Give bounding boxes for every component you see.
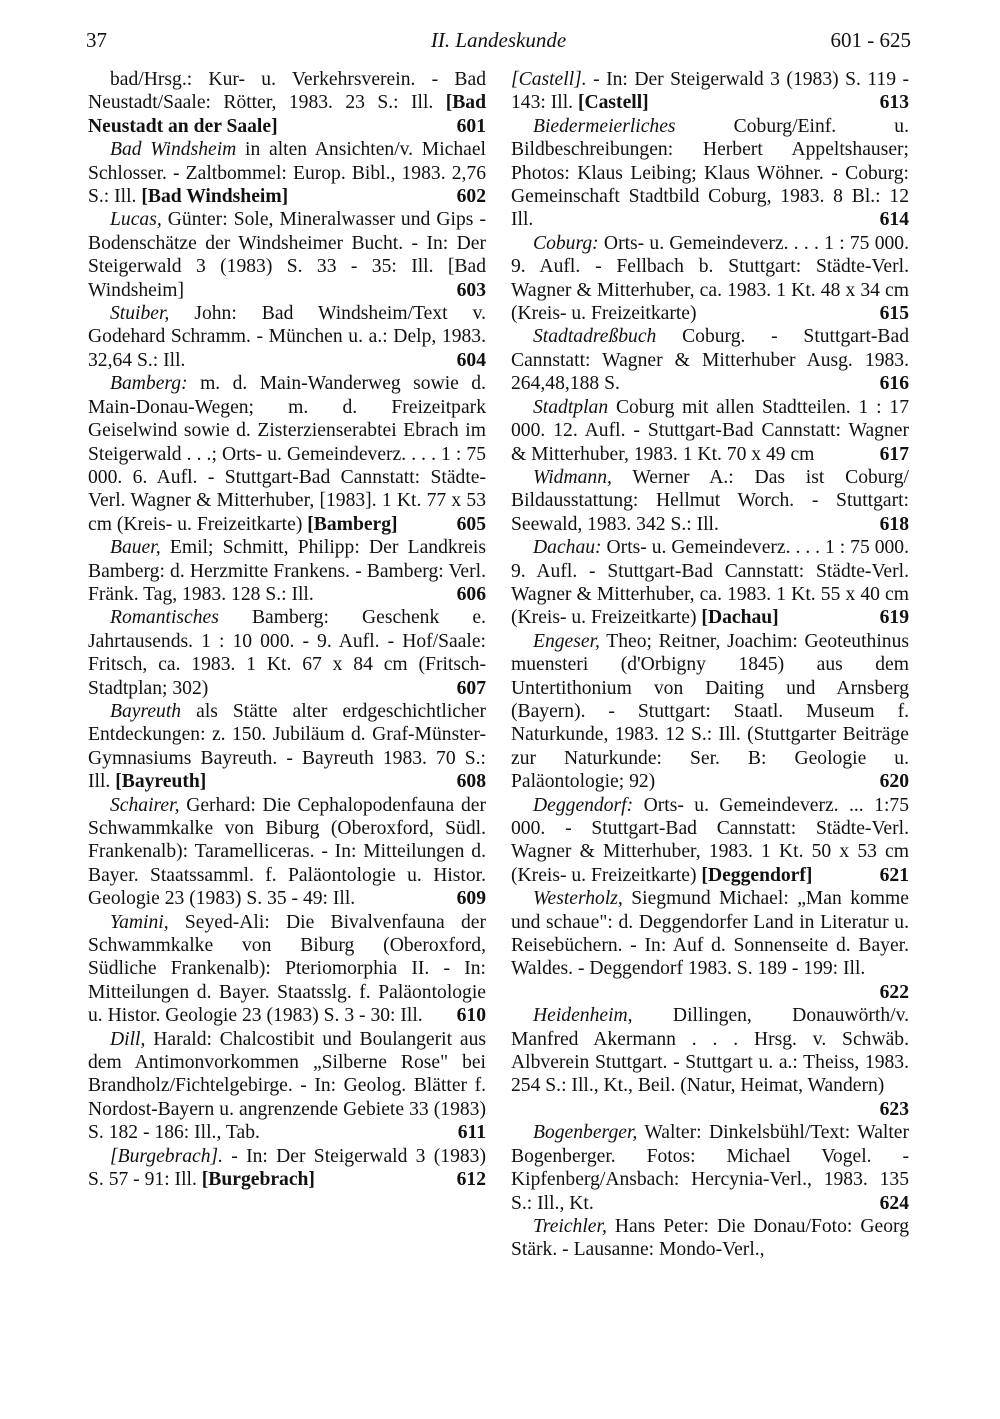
entry-text: Siegmund Michael: „Man komme und schaue": d. Deggendorfer Land in Literatur u. Reisebüchern. - In: Auf d. Sonnenseite d. Bayer. Waldes. - Deggendorf 1983. S. 189 - 199: Ill.	[511, 888, 909, 980]
entry-place-tag: [Deggendorf]	[701, 864, 813, 886]
entry-author: Romantisches	[110, 607, 219, 629]
left-column	[88, 68, 486, 1192]
entry-text: Walter: Dinkelsbühl/Text: Walter Bogenberger. Fotos: Michael Vogel. - Kipfenberg/Ansbach: Hercynia-Verl., 1983. 135 S.: Ill., Kt.	[511, 1122, 909, 1214]
bibliography-entry	[88, 536, 486, 606]
entry-author: Dachau:	[533, 537, 602, 559]
entry-number: 607	[456, 677, 486, 699]
entry-author: Stadtplan	[533, 396, 609, 418]
entry-text: bad/Hrsg.: Kur- u. Verkehrsverein. - Bad Neustadt/Saale: Rötter, 1983. 23 S.: Ill.	[88, 69, 486, 114]
section-title: II. Landeskunde	[430, 28, 567, 52]
entry-text: Gerhard: Die Cephalopodenfauna der Schwammkalke von Biburg (Oberoxford, Südl. Frankenalb): Taramelliceras. - In: Mitteilungen d. Bayer. Staatssamml. f. Paläontologie u. Histor. Geologie 23 (1983) S. 35 - 49: Ill.	[88, 794, 486, 910]
bibliography-entry	[88, 302, 486, 372]
entry-place-tag: [Bamberg]	[307, 513, 398, 535]
bibliography-entry	[88, 372, 486, 536]
bibliography-entry	[511, 1004, 909, 1121]
entry-author: Stuiber,	[110, 303, 170, 325]
entry-number: 608	[456, 771, 486, 793]
entry-number: 621	[879, 864, 909, 886]
entry-number: 619	[879, 607, 909, 629]
entry-text: Orts- u. Gemeindeverz. . . . 1 : 75 000. 9. Aufl. - Stuttgart-Bad Cannstatt: Städte-Verl. Wagner & Mitterhuber, ca. 1983. 1 Kt. 55 x 40 cm (Kreis- u. Freizeitkarte)	[511, 537, 909, 629]
page-number: 37	[86, 28, 107, 52]
entry-place-tag: [Bad Neustadt an der Saale]	[88, 92, 486, 137]
bibliography-entry	[88, 794, 486, 911]
entry-number: 618	[879, 513, 909, 535]
entry-number: 602	[456, 186, 486, 208]
bibliography-entry	[511, 232, 909, 326]
entry-text: Coburg. - Stuttgart-Bad Cannstatt: Wagner & Mitterhuber Ausg. 1983. 264,48,188 S.	[511, 326, 909, 395]
entry-text: - In: Der Steigerwald 3 (1983) S. 57 - 91: Ill.	[88, 1145, 486, 1191]
bibliography-entry	[511, 466, 909, 536]
bibliography-entry	[511, 887, 909, 1004]
entry-text: Günter: Sole, Mineralwasser und Gips - Bodenschätze der Windsheimer Bucht. - In: Der Steigerwald 3 (1983) S. 33 - 35: Ill. [Bad Windsheim]	[88, 209, 486, 301]
entry-author: Engeser,	[533, 630, 600, 652]
bibliography-entry	[88, 700, 486, 794]
entry-number: 612	[456, 1169, 486, 1191]
entry-author: Bamberg:	[110, 373, 188, 395]
entry-range: 601 - 625	[830, 28, 911, 52]
entry-author: Coburg:	[533, 232, 599, 254]
bibliography-entry	[88, 606, 486, 700]
entry-number: 622	[879, 981, 909, 1003]
entry-author: [Burgebrach].	[110, 1145, 224, 1167]
bibliography-entry	[88, 68, 486, 138]
entry-number: 616	[879, 373, 909, 395]
entry-author: Bayreuth	[110, 700, 182, 722]
entry-place-tag: [Dachau]	[701, 607, 779, 629]
page-header	[86, 20, 911, 56]
entry-author: Lucas,	[110, 209, 162, 231]
entry-author: Heidenheim,	[533, 1005, 633, 1027]
entry-author: Treichler,	[533, 1215, 607, 1237]
entry-number: 606	[456, 583, 486, 605]
bibliography-entry	[511, 630, 909, 794]
bibliography-entry	[88, 138, 486, 208]
bibliography-entry	[511, 794, 909, 888]
entry-number: 601	[456, 115, 486, 137]
entry-author: Bad Windsheim	[110, 139, 237, 161]
entry-author: Bogenberger,	[533, 1122, 638, 1144]
bibliography-entry	[511, 1215, 909, 1262]
entry-text: Hans Peter: Die Donau/Foto: Georg Stärk. - Lausanne: Mondo-Verl.,	[511, 1215, 909, 1261]
entry-place-tag: [Castell]	[577, 92, 649, 114]
entry-author: Dill,	[110, 1028, 146, 1050]
entry-author: Stadtadreßbuch	[533, 326, 657, 348]
entry-text: Orts- u. Gemeindeverz. . . . 1 : 75 000. 9. Aufl. - Fellbach b. Stuttgart: Städte-Verl. Wagner & Mitterhuber, ca. 1983. 1 Kt. 48 x 34 cm (Kreis- u. Freizeitkarte)	[511, 232, 909, 325]
entry-number: 617	[879, 443, 909, 465]
bibliography-entry	[511, 325, 909, 395]
bibliography-entry	[511, 68, 909, 115]
entry-number: 613	[879, 92, 909, 114]
bibliography-entry	[511, 536, 909, 630]
entry-text: in alten Ansichten/v. Michael Schlosser. - Zaltbommel: Europ. Bibl., 1983. 2,76 S.: Ill.	[88, 139, 486, 208]
entry-text: Orts- u. Gemeindeverz. ... 1:75 000. - Stuttgart-Bad Cannstatt: Städte-Verl. Wagner & Mitterhuber, 1983. 1 Kt. 50 x 53 cm (Kreis- u. Freizeitkarte)	[511, 794, 909, 886]
entry-author: Schairer,	[110, 794, 180, 816]
entry-number: 620	[879, 771, 909, 793]
bibliography-entry	[511, 115, 909, 232]
entry-place-tag: [Bayreuth]	[115, 771, 207, 793]
entry-author: Widmann,	[533, 466, 612, 488]
entry-text: John: Bad Windsheim/Text v. Godehard Schramm. - München u. a.: Delp, 1983. 32,64 S.: Ill.	[88, 303, 486, 371]
entry-text: - In: Der Steigerwald 3 (1983) S. 119 - 143: Ill.	[511, 69, 909, 114]
entry-text: als Stätte alter erdgeschichtlicher Entdeckungen: z. 150. Jubiläum d. Graf-Münster-Gymnasiums Bayreuth. - Bayreuth 1983. 70 S.: Ill.	[88, 700, 486, 793]
entry-number: 623	[879, 1098, 909, 1120]
entry-number: 614	[879, 209, 909, 231]
entry-author: Deggendorf:	[533, 794, 634, 816]
entry-number: 604	[456, 349, 486, 371]
entry-number: 610	[456, 1005, 486, 1027]
entry-author: Bauer,	[110, 537, 161, 559]
entry-text: Werner A.: Das ist Coburg/ Bildausstattung: Hellmut Worch. - Stuttgart: Seewald, 1983. 342 S.: Ill.	[511, 466, 909, 535]
bibliography-entry	[88, 911, 486, 1028]
bibliography-entry	[511, 1121, 909, 1215]
entry-text: Coburg/Einf. u. Bildbeschreibungen: Herbert Appeltshauser; Photos: Klaus Leibing; Klaus Wöhner. - Coburg: Gemeinschaft Stadtbild Coburg, 1983. 8 Bl.: 12 Ill.	[511, 115, 909, 231]
right-column	[511, 68, 909, 1262]
entry-number: 609	[456, 888, 486, 910]
entry-text: Dillingen, Donauwörth/v. Manfred Akermann . . . Hrsg. v. Schwäb. Albverein Stuttgart. - Stuttgart u. a.: Theiss, 1983. 254 S.: Ill., Kt., Beil. (Natur, Heimat, Wandern)	[511, 1005, 909, 1097]
entry-author: Westerholz,	[533, 888, 623, 910]
entry-number: 611	[457, 1122, 486, 1144]
bibliography-entry	[511, 396, 909, 466]
entry-text: Harald: Chalcostibit und Boulangerit aus dem Antimonvorkommen „Silberne Rose" bei Brandholz/Fichtelgebirge. - In: Geolog. Blätter f. Nordost-Bayern u. angrenzende Gebiete 33 (1983) S. 182 - 186: Ill., Tab.	[88, 1028, 486, 1144]
entry-number: 624	[879, 1192, 909, 1214]
entry-text: Coburg mit allen Stadtteilen. 1 : 17 000. 12. Aufl. - Stuttgart-Bad Cannstatt: Wagner & Mitterhuber, 1983. 1 Kt. 70 x 49 cm	[511, 396, 909, 465]
entry-text: Seyed-Ali: Die Bivalvenfauna der Schwammkalke von Biburg (Oberoxford, Südliche Frankenalb): Pteriomorphia II. - In: Mitteilungen d. Bayer. Staatsslg. f. Paläontologie u. Histor. Geologie 23 (1983) S. 3 - 30: Ill.	[88, 911, 486, 1027]
entry-number: 615	[879, 303, 909, 325]
entry-author: Yamini,	[110, 911, 169, 933]
entry-number: 605	[456, 513, 486, 535]
bibliography-entry	[88, 1028, 486, 1145]
entry-number: 603	[456, 279, 486, 301]
entry-place-tag: [Burgebrach]	[201, 1169, 315, 1191]
bibliography-entry	[88, 1145, 486, 1192]
entry-place-tag: [Bad Windsheim]	[141, 186, 289, 208]
entry-text: Emil; Schmitt, Philipp: Der Landkreis Bamberg: d. Herzmitte Frankens. - Bamberg: Verl. Fränk. Tag, 1983. 128 S.: Ill.	[88, 537, 486, 605]
entry-text: Theo; Reitner, Joachim: Geoteuthinus muensteri (d'Orbigny 1845) aus dem Untertithonium von Daiting und Arnsberg (Bayern). - Stuttgart: Staatl. Museum f. Naturkunde, 1983. 12 S.: Ill. (Stuttgarter Beiträge zur Naturkunde: Ser. B: Geologie u. Paläontologie; 92)	[511, 630, 909, 793]
bibliography-entry	[88, 208, 486, 302]
entry-author: [Castell].	[511, 69, 587, 90]
entry-text: Bamberg: Geschenk e. Jahrtausends. 1 : 10 000. - 9. Aufl. - Hof/Saale: Fritsch, ca. 1983. 1 Kt. 67 x 84 cm (Fritsch-Stadtplan; 302)	[88, 607, 486, 699]
entry-author: Biedermeierliches	[533, 115, 676, 137]
entry-text: m. d. Main-Wanderweg sowie d. Main-Donau-Wegen; m. d. Freizeitpark Geiselwind sowie d. Zisterzienserabtei Ebrach im Steigerwald . . .; Orts- u. Gemeindeverz. . . . 1 : 75 000. 6. Aufl. - Stuttgart-Bad Cannstatt: Städte-Verl. Wagner & Mitterhuber, [1983]. 1 Kt. 77 x 53 cm (Kreis- u. Freizeitkarte)	[88, 373, 486, 535]
